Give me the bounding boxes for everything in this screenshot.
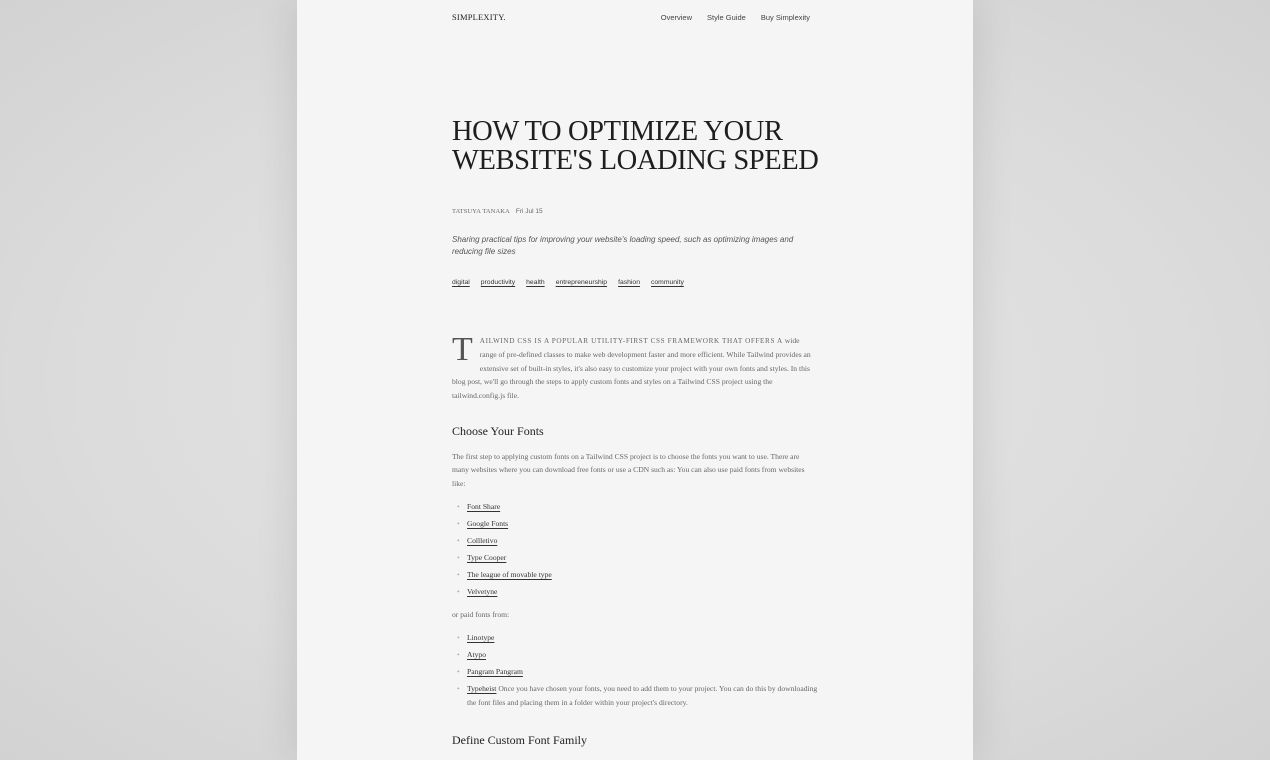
section-heading-choose-fonts: Choose Your Fonts	[452, 424, 544, 438]
tag-list	[452, 279, 684, 286]
tag-productivity[interactable]: productivity	[480, 279, 516, 286]
nav-link-buy[interactable]: Buy Simplexity	[760, 12, 810, 22]
list-item	[452, 682, 818, 709]
bullet-icon: •	[457, 650, 460, 660]
bullet-icon: •	[457, 667, 460, 677]
intro-body: wide range of pre-defined classes to make web development faster and more efficient. While Tailwind provides an extensive set of built-in styles, it's also easy to customize your project with your own fonts and styles. In this blog post, we'll go through the steps to apply custom fonts and styles on a Tailwind CSS project using the tailwind.config.js file.	[452, 336, 811, 400]
font-link-font-share[interactable]: Font Share	[467, 502, 501, 511]
paid-fonts-intro: or paid fonts from:	[452, 610, 510, 619]
post-subtitle: Sharing practical tips for improving your website's loading speed, such as optimizing images and reducing file sizes	[452, 235, 794, 256]
font-link-google-fonts[interactable]: Google Fonts	[467, 519, 509, 529]
font-link-type-cooper[interactable]: Type Cooper	[467, 553, 507, 563]
intro-lead-caps: AILWIND CSS IS A POPULAR UTILITY-FIRST CSS FRAMEWORK THAT OFFERS A	[479, 337, 783, 345]
nav-links	[661, 13, 810, 22]
intro-paragraph	[452, 331, 818, 402]
list-item	[452, 665, 818, 678]
tag-fashion[interactable]: fashion	[618, 279, 640, 286]
list-item	[452, 631, 818, 644]
list-item	[452, 568, 818, 581]
font-link-atypo[interactable]: Atypo	[467, 650, 486, 660]
post-meta	[452, 208, 543, 215]
free-fonts-list	[452, 500, 818, 603]
font-link-typeheist[interactable]: Typeheist	[467, 684, 497, 694]
list-item	[452, 517, 818, 530]
bullet-icon: •	[457, 684, 460, 694]
font-link-pangram-pangram[interactable]: Pangram Pangram	[467, 667, 523, 677]
bullet-icon: •	[457, 519, 460, 529]
bullet-icon: •	[457, 553, 460, 563]
font-link-velvetyne[interactable]: Velvetyne	[467, 587, 498, 597]
font-link-linotype[interactable]: Linotype	[467, 633, 495, 642]
paid-fonts-list	[452, 631, 818, 713]
bullet-icon: •	[457, 633, 460, 642]
site-logo[interactable]: SIMPLEXITY.	[452, 12, 506, 22]
section-paragraph: The first step to applying custom fonts on a Tailwind CSS project is to choose the fonts you want to use. There are many websites where you can download free fonts or use a CDN such as: You can also use paid fonts from websites like:	[452, 452, 805, 488]
font-link-league-movable-type[interactable]: The league of movable type	[467, 570, 552, 580]
tag-community[interactable]: community	[651, 279, 684, 286]
drop-cap: T	[452, 331, 473, 368]
tag-digital[interactable]: digital	[452, 279, 470, 286]
font-link-collletivo[interactable]: Collletivo	[467, 536, 498, 546]
post-author[interactable]: TATSUYA TANAKA	[452, 208, 510, 215]
tag-health[interactable]: health	[526, 279, 545, 286]
section-heading-define-font-family: Define Custom Font Family	[452, 733, 587, 747]
bullet-icon: •	[457, 570, 460, 580]
list-item	[452, 648, 818, 661]
nav-link-overview[interactable]: Overview	[660, 12, 693, 22]
list-item	[452, 551, 818, 564]
list-item-text: Once you have chosen your fonts, you need to add them to your project. You can do this by downloading the font files and placing them in a folder within your project's directory.	[467, 684, 818, 707]
bullet-icon: •	[457, 502, 460, 511]
list-item	[452, 500, 818, 513]
list-item	[452, 534, 818, 547]
bullet-icon: •	[457, 536, 460, 546]
post-date: Fri Jul 15	[515, 208, 543, 215]
page-container	[297, 0, 973, 760]
bullet-icon: •	[457, 587, 460, 597]
tag-entrepreneurship[interactable]: entrepreneurship	[555, 279, 608, 286]
top-nav	[452, 10, 810, 24]
nav-link-style-guide[interactable]: Style Guide	[707, 12, 746, 22]
post-title: HOW TO OPTIMIZE YOUR WEBSITE'S LOADING SPEED	[452, 116, 819, 176]
list-item	[452, 585, 818, 598]
